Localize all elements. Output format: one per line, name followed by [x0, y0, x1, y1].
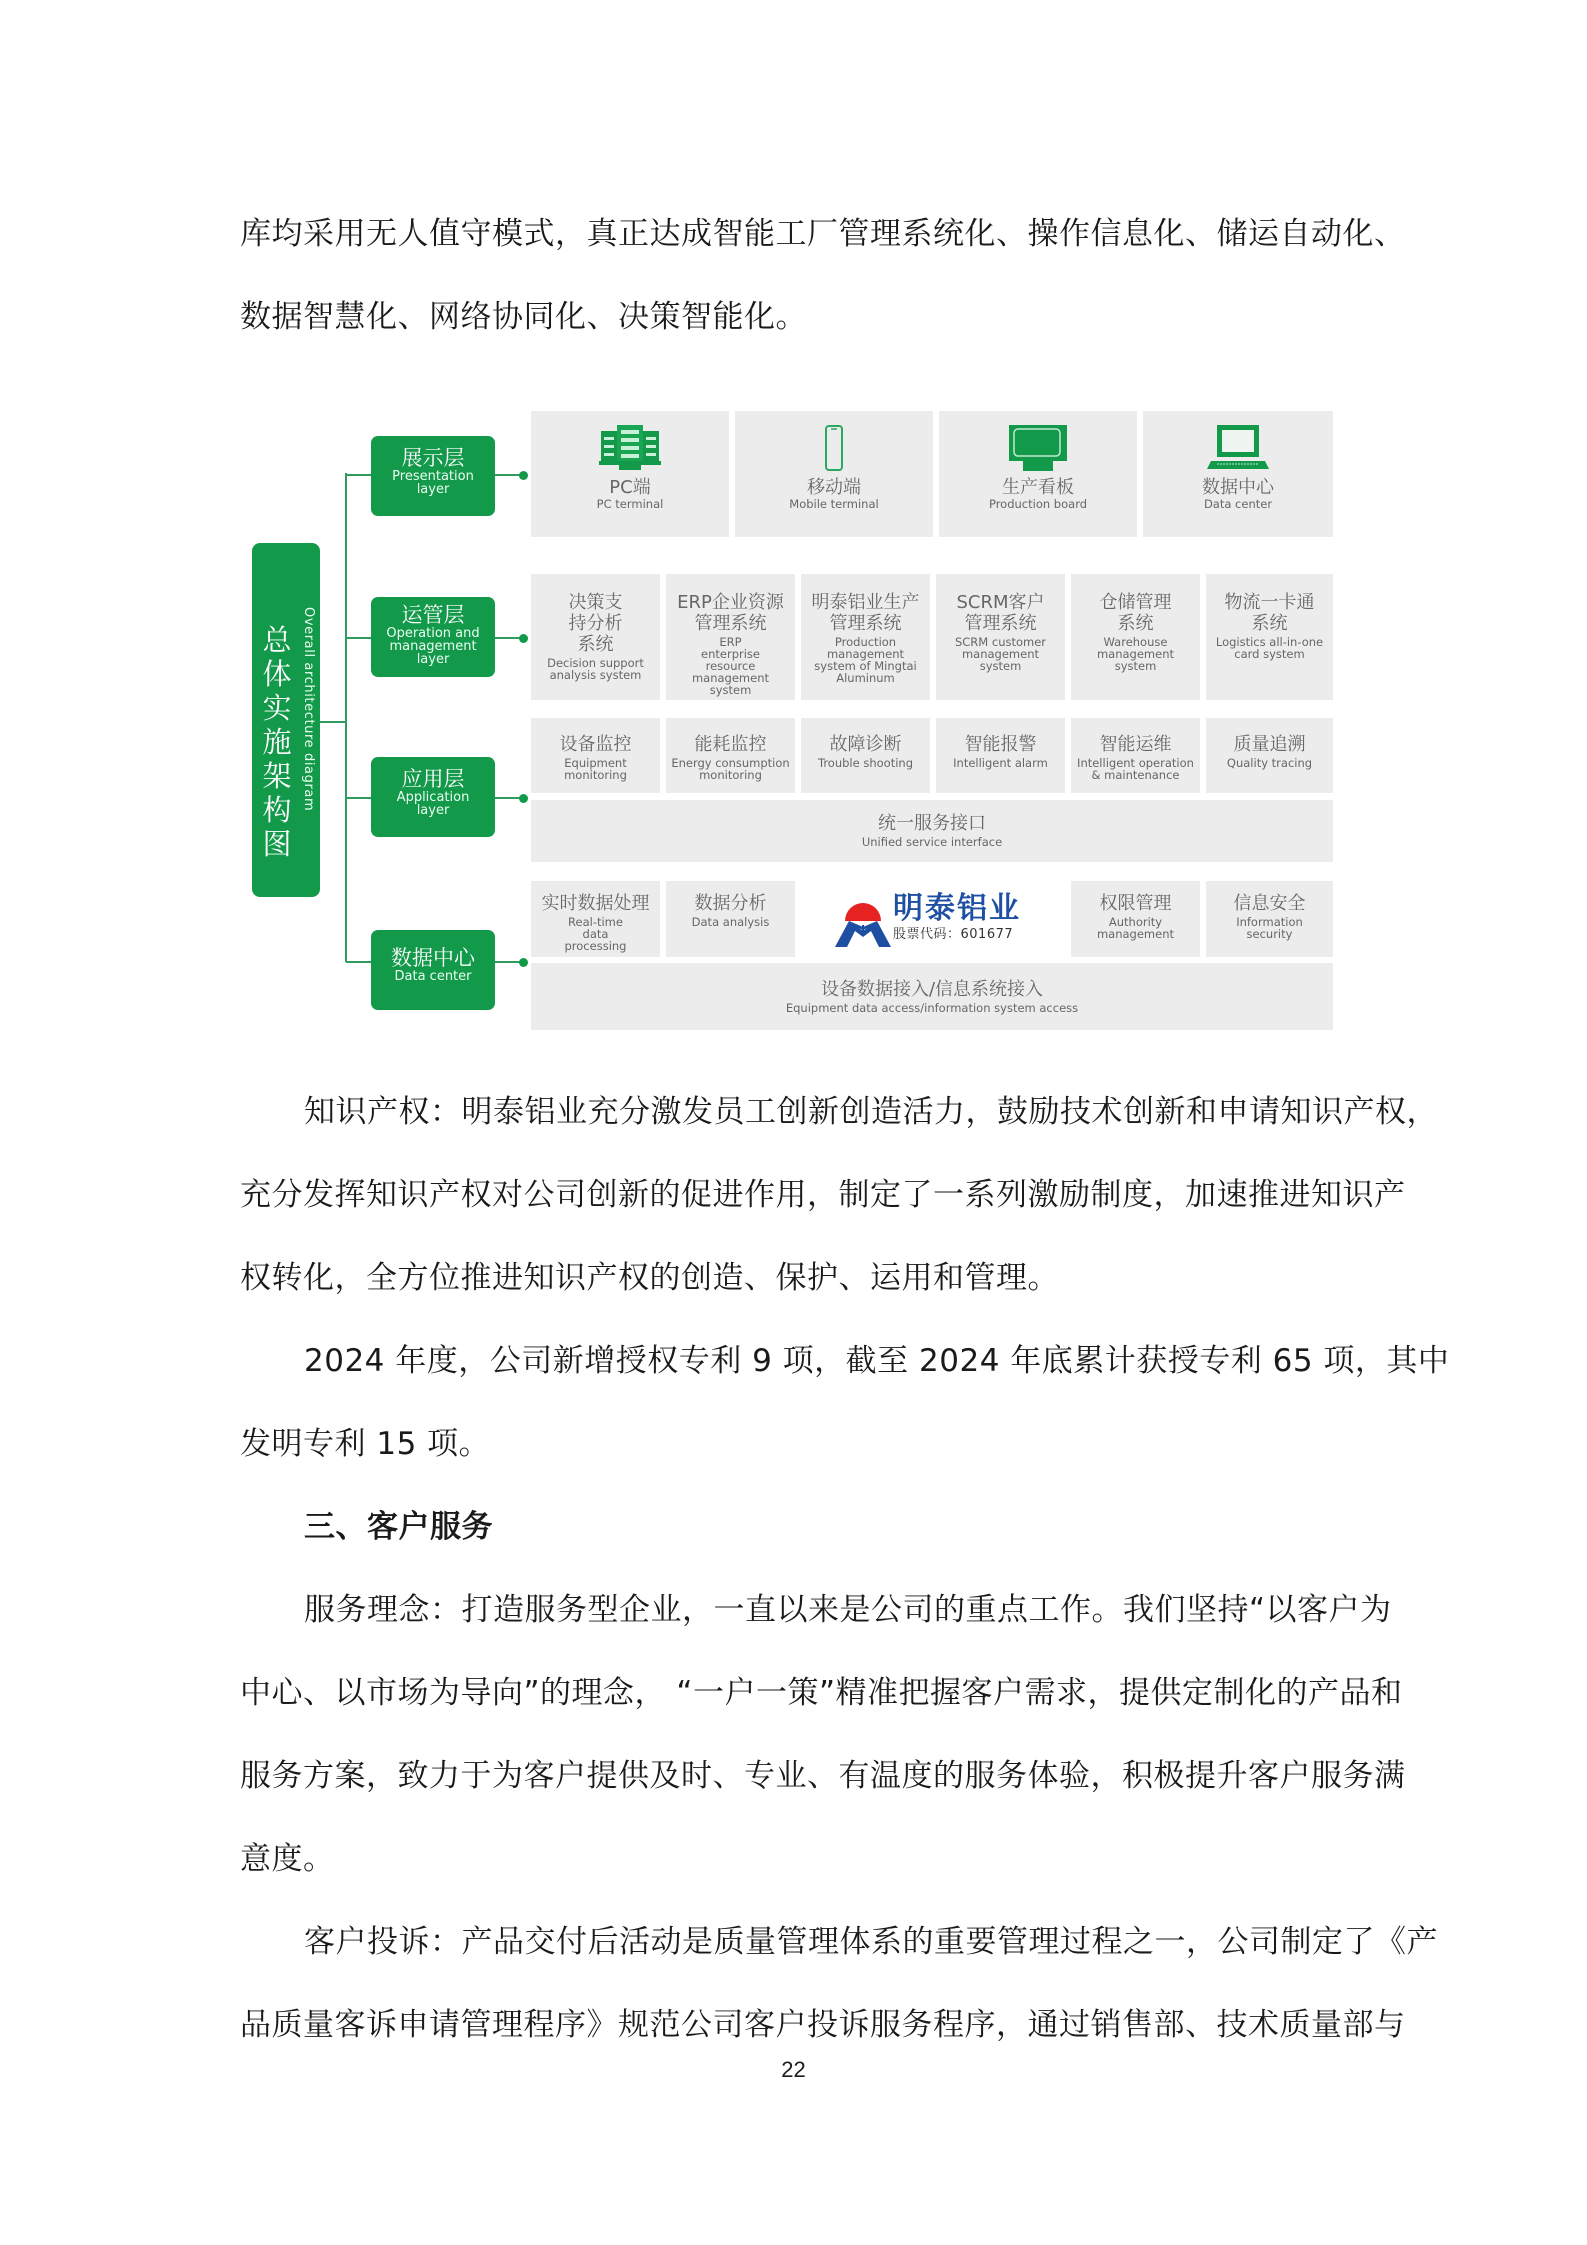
cell-label-en: Information security [1236, 915, 1303, 941]
cell-label-en: Data center [1203, 497, 1273, 511]
operation-item [1206, 574, 1333, 700]
cell-label-zh: SCRM客户管理系统 [956, 592, 1045, 634]
cell-label-zh: 设备监控 [559, 734, 632, 755]
data-access-bar [531, 963, 1333, 1030]
cell-label-zh: 决策支持分析系统 [568, 592, 623, 655]
mobile-phone-icon [803, 425, 865, 471]
connector-line [320, 721, 346, 723]
architecture-diagram [0, 0, 1587, 1040]
connector-line [346, 797, 371, 799]
layer-label-zh: 展示层 [401, 446, 465, 470]
cell-label-en: Data analysis [691, 915, 770, 929]
mingtai-logo-icon [835, 891, 891, 947]
display-board-icon [1007, 425, 1069, 471]
cell-label-en: Unified service interface [861, 835, 1003, 849]
cell-label-en: Logistics all-in-one card system [1215, 635, 1324, 661]
cell-label-en: Warehouse management system [1096, 635, 1175, 673]
data-center-item [1206, 881, 1333, 957]
data-center-item [531, 881, 660, 957]
layer-label-en: Operation and management layer [386, 626, 480, 667]
paragraph-line: 充分发挥知识产权对公司创新的促进作用，制定了一系列激励制度，加速推进知识产 [240, 1177, 1406, 1213]
cell-label-zh: 质量追溯 [1233, 734, 1306, 755]
application-item [531, 718, 660, 793]
cell-label-en: Production board [988, 497, 1088, 511]
cell-label-zh: 智能报警 [964, 734, 1037, 755]
paragraph-line: 中心、以市场为导向”的理念， “一户一策”精准把握客户需求，提供定制化的产品和 [240, 1675, 1403, 1711]
data-center-item [666, 881, 795, 957]
operation-item [531, 574, 660, 700]
server-rack-icon [599, 425, 661, 471]
cell-label-en: PC terminal [596, 497, 664, 511]
paragraph-line: 库均采用无人值守模式，真正达成智能工厂管理系统化、操作信息化、储运自动化、 [240, 216, 1406, 252]
connector-line [346, 961, 371, 963]
layer-presentation [371, 436, 495, 516]
application-item [1206, 718, 1333, 793]
cell-label-zh: 设备数据接入/信息系统接入 [820, 979, 1044, 1000]
layer-label-zh: 应用层 [401, 767, 465, 791]
cell-label-zh: 统一服务接口 [878, 813, 986, 834]
connector-dot [519, 471, 528, 480]
presentation-item [531, 411, 729, 537]
layer-label-en: Presentation layer [392, 469, 474, 497]
cell-label-zh: 移动端 [807, 477, 861, 498]
laptop-icon [1207, 425, 1269, 471]
cell-label-zh: PC端 [609, 477, 651, 498]
connector-line [346, 474, 371, 476]
presentation-item [735, 411, 933, 537]
connector-dot [519, 958, 528, 967]
cell-label-en: Energy consumption monitoring [671, 756, 790, 782]
cell-label-en: Intelligent operation & maintenance [1077, 756, 1194, 782]
cell-label-en: Trouble shooting [817, 756, 913, 770]
section-heading: 三、客户服务 [304, 1509, 493, 1545]
cell-label-zh: 能耗监控 [694, 734, 767, 755]
cell-label-zh: 物流一卡通系统 [1224, 592, 1315, 634]
layer-label-en: Application layer [396, 790, 470, 818]
layer-data-center [371, 930, 495, 1010]
diagram-title-en: Overall architecture diagram [301, 607, 316, 812]
logo-company-name: 明泰铝业 [893, 891, 1021, 926]
cell-label-en: Decision support analysis system [547, 656, 644, 682]
paragraph-line: 发明专利 15 项。 [240, 1426, 491, 1462]
layer-operation [371, 597, 495, 677]
connector-spine [345, 473, 347, 962]
application-item [936, 718, 1065, 793]
cell-label-zh: 智能运维 [1099, 734, 1172, 755]
cell-label-zh: 实时数据处理 [541, 893, 650, 914]
cell-label-zh: 信息安全 [1233, 893, 1306, 914]
paragraph-line: 服务理念：打造服务型企业，一直以来是公司的重点工作。我们坚持“以客户为 [304, 1592, 1392, 1628]
cell-label-zh: ERP企业资源管理系统 [677, 592, 784, 634]
cell-label-en: Real-time data processing [564, 915, 627, 953]
paragraph-line: 2024 年度，公司新增授权专利 9 项，截至 2024 年底累计获授专利 65 项，其中 [304, 1343, 1450, 1379]
logo-stock-code: 股票代码：601677 [893, 927, 1014, 942]
application-item [666, 718, 795, 793]
operation-item [936, 574, 1065, 700]
cell-label-zh: 仓储管理系统 [1099, 592, 1172, 634]
cell-label-en: Quality tracing [1226, 756, 1313, 770]
application-item [1071, 718, 1200, 793]
paragraph-line: 服务方案，致力于为客户提供及时、专业、有温度的服务体验，积极提升客户服务满 [240, 1758, 1406, 1794]
paragraph-line: 意度。 [240, 1841, 335, 1877]
cell-label-zh: 明泰铝业生产管理系统 [811, 592, 920, 634]
cell-label-en: Authority management [1096, 915, 1175, 941]
application-item [801, 718, 930, 793]
cell-label-zh: 数据中心 [1202, 477, 1274, 498]
diagram-title-panel [252, 543, 320, 897]
diagram-title-zh: 总体实施架构图 [262, 623, 292, 861]
paragraph-line: 数据智慧化、网络协同化、决策智能化。 [240, 299, 807, 335]
service-interface-bar [531, 800, 1333, 862]
cell-label-zh: 数据分析 [694, 893, 767, 914]
layer-label-zh: 运管层 [401, 603, 465, 627]
paragraph-line: 品质量客诉申请管理程序》规范公司客户投诉服务程序，通过销售部、技术质量部与 [240, 2007, 1406, 2043]
cell-label-en: Mobile terminal [789, 497, 879, 511]
company-logo [801, 881, 1065, 957]
cell-label-en: Intelligent alarm [953, 756, 1048, 770]
operation-item [801, 574, 930, 700]
paragraph-line: 客户投诉：产品交付后活动是质量管理体系的重要管理过程之一，公司制定了《产 [304, 1924, 1438, 1960]
connector-line [346, 637, 371, 639]
presentation-item [939, 411, 1137, 537]
connector-dot [519, 794, 528, 803]
cell-label-en: Production management system of Mingtai Aluminum [814, 635, 917, 685]
connector-dot [519, 634, 528, 643]
cell-label-zh: 权限管理 [1099, 893, 1172, 914]
data-center-item [1071, 881, 1200, 957]
presentation-item [1143, 411, 1333, 537]
cell-label-en: SCRM customer management system [954, 635, 1047, 673]
page-number: 22 [781, 2057, 806, 2082]
cell-label-en: Equipment monitoring [564, 756, 627, 782]
cell-label-zh: 故障诊断 [829, 734, 902, 755]
cell-label-zh: 生产看板 [1002, 477, 1074, 498]
layer-application [371, 757, 495, 837]
cell-label-en: Equipment data access/information system access [785, 1001, 1079, 1015]
operation-item [1071, 574, 1200, 700]
layer-label-zh: 数据中心 [391, 946, 475, 970]
operation-item [666, 574, 795, 700]
layer-label-en: Data center [394, 969, 472, 984]
paragraph-line: 权转化，全方位推进知识产权的创造、保护、运用和管理。 [240, 1260, 1059, 1296]
paragraph-line: 知识产权：明泰铝业充分激发员工创新创造活力，鼓励技术创新和申请知识产权， [304, 1094, 1438, 1130]
cell-label-en: ERP enterprise resource management system [691, 635, 770, 697]
